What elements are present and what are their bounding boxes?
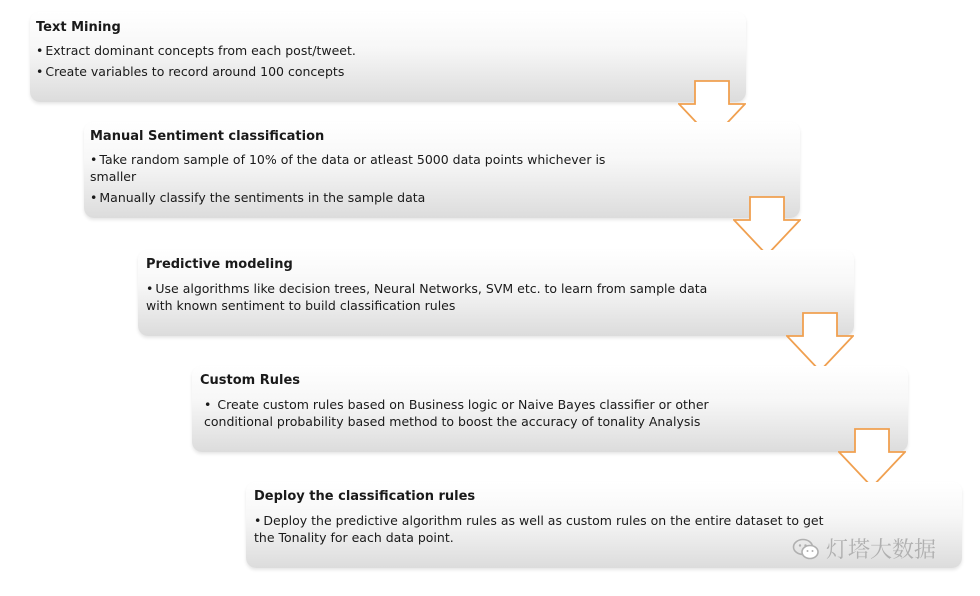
bullet-item: • Deploy the predictive algorithm rules as well as custom rules on the entire dataset to get the Tonality for each data point. xyxy=(254,513,824,545)
step-title: Predictive modeling xyxy=(146,257,293,272)
watermark xyxy=(792,533,936,564)
bullet-item: • Manually classify the sentiments in the sample data xyxy=(90,190,426,205)
step-title: Manual Sentiment classification xyxy=(90,129,325,144)
step-bullets xyxy=(36,42,726,84)
step-bullets xyxy=(204,396,749,434)
step-bullets xyxy=(90,151,650,210)
bullet-item: • Create variables to record around 100 concepts xyxy=(36,64,345,79)
step-title: Text Mining xyxy=(36,20,121,35)
step-title: Custom Rules xyxy=(200,373,301,388)
watermark-text: 灯塔大数据 xyxy=(826,538,937,563)
step-bullets xyxy=(254,512,839,550)
wechat-icon xyxy=(792,537,820,561)
step-bullets xyxy=(146,280,721,318)
bullet-item: • Take random sample of 10% of the data or atleast 5000 data points whichever is smaller xyxy=(90,152,606,184)
down-arrow-icon xyxy=(838,428,906,488)
bullet-item: • Use algorithms like decision trees, Neural Networks, SVM etc. to learn from sample data with known sentiment to build classification rules xyxy=(146,281,708,313)
bullet-item: • Create custom rules based on Business logic or Naive Bayes classifier or other conditional probability based method to boost the accuracy of tonality Analysis xyxy=(204,397,709,429)
step-title: Deploy the classification rules xyxy=(254,489,476,504)
bullet-item: • Extract dominant concepts from each post/tweet. xyxy=(36,43,356,58)
down-arrow-icon xyxy=(733,196,801,256)
down-arrow-icon xyxy=(786,312,854,372)
